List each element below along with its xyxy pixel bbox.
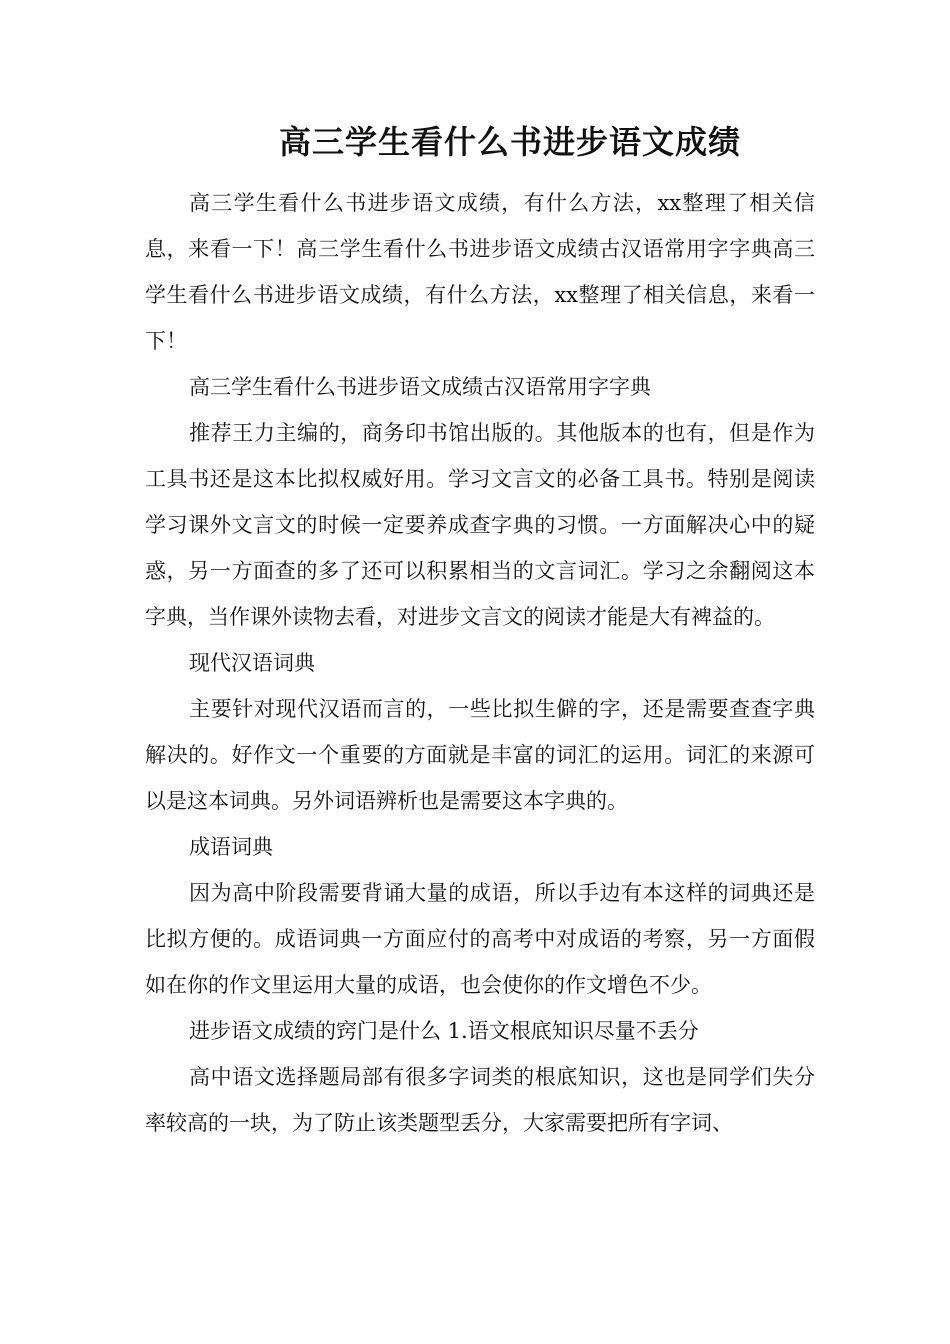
heading-idiom-dictionary: 成语词典 — [189, 835, 273, 859]
heading-ancient-dictionary: 高三学生看什么书进步语文成绩古汉语常用字字典 — [189, 375, 651, 399]
paragraph-modern-dictionary: 主要针对现代汉语而言的，一些比拟生僻的字，还是需要查查字典解决的。好作文一个重要的方面就是丰富的词汇的运用。词汇的来源可以是这本词典。另外词语辨析也是需要这本字典的。 — [145, 697, 815, 813]
heading-modern-dictionary: 现代汉语词典 — [189, 651, 315, 675]
paragraph-idiom-dictionary: 因为高中阶段需要背诵大量的成语，所以手边有本这样的词典还是比拟方便的。成语词典一方面应付的高考中对成语的考察，另一方面假如在你的作文里运用大量的成语，也会使你的作文增色不少。 — [145, 881, 815, 997]
document-body — [145, 180, 815, 1146]
document-title: 高三学生看什么书进步语文成绩 — [278, 123, 741, 161]
heading-tips: 进步语文成绩的窍门是什么 1.语文根底知识尽量不丢分 — [189, 1019, 699, 1043]
paragraph-intro: 高三学生看什么书进步语文成绩，有什么方法，xx整理了相关信息，来看一下！高三学生看什么书进步语文成绩古汉语常用字字典高三学生看什么书进步语文成绩，有什么方法，xx整理了相关信息，来看一下！ — [145, 191, 815, 353]
paragraph-tips: 高中语文选择题局部有很多字词类的根底知识，这也是同学们失分率较高的一块，为了防止该类题型丢分，大家需要把所有字词、 — [145, 1065, 815, 1135]
paragraph-ancient-dictionary: 推荐王力主编的，商务印书馆出版的。其他版本的也有，但是作为工具书还是这本比拟权威好用。学习文言文的必备工具书。特别是阅读学习课外文言文的时候一定要养成查字典的习惯。一方面解决心中的疑惑，另一方面查的多了还可以积累相当的文言词汇。学习之余翻阅这本字典，当作课外读物去看，对进步文言文的阅读才能是大有裨益的。 — [145, 421, 815, 629]
